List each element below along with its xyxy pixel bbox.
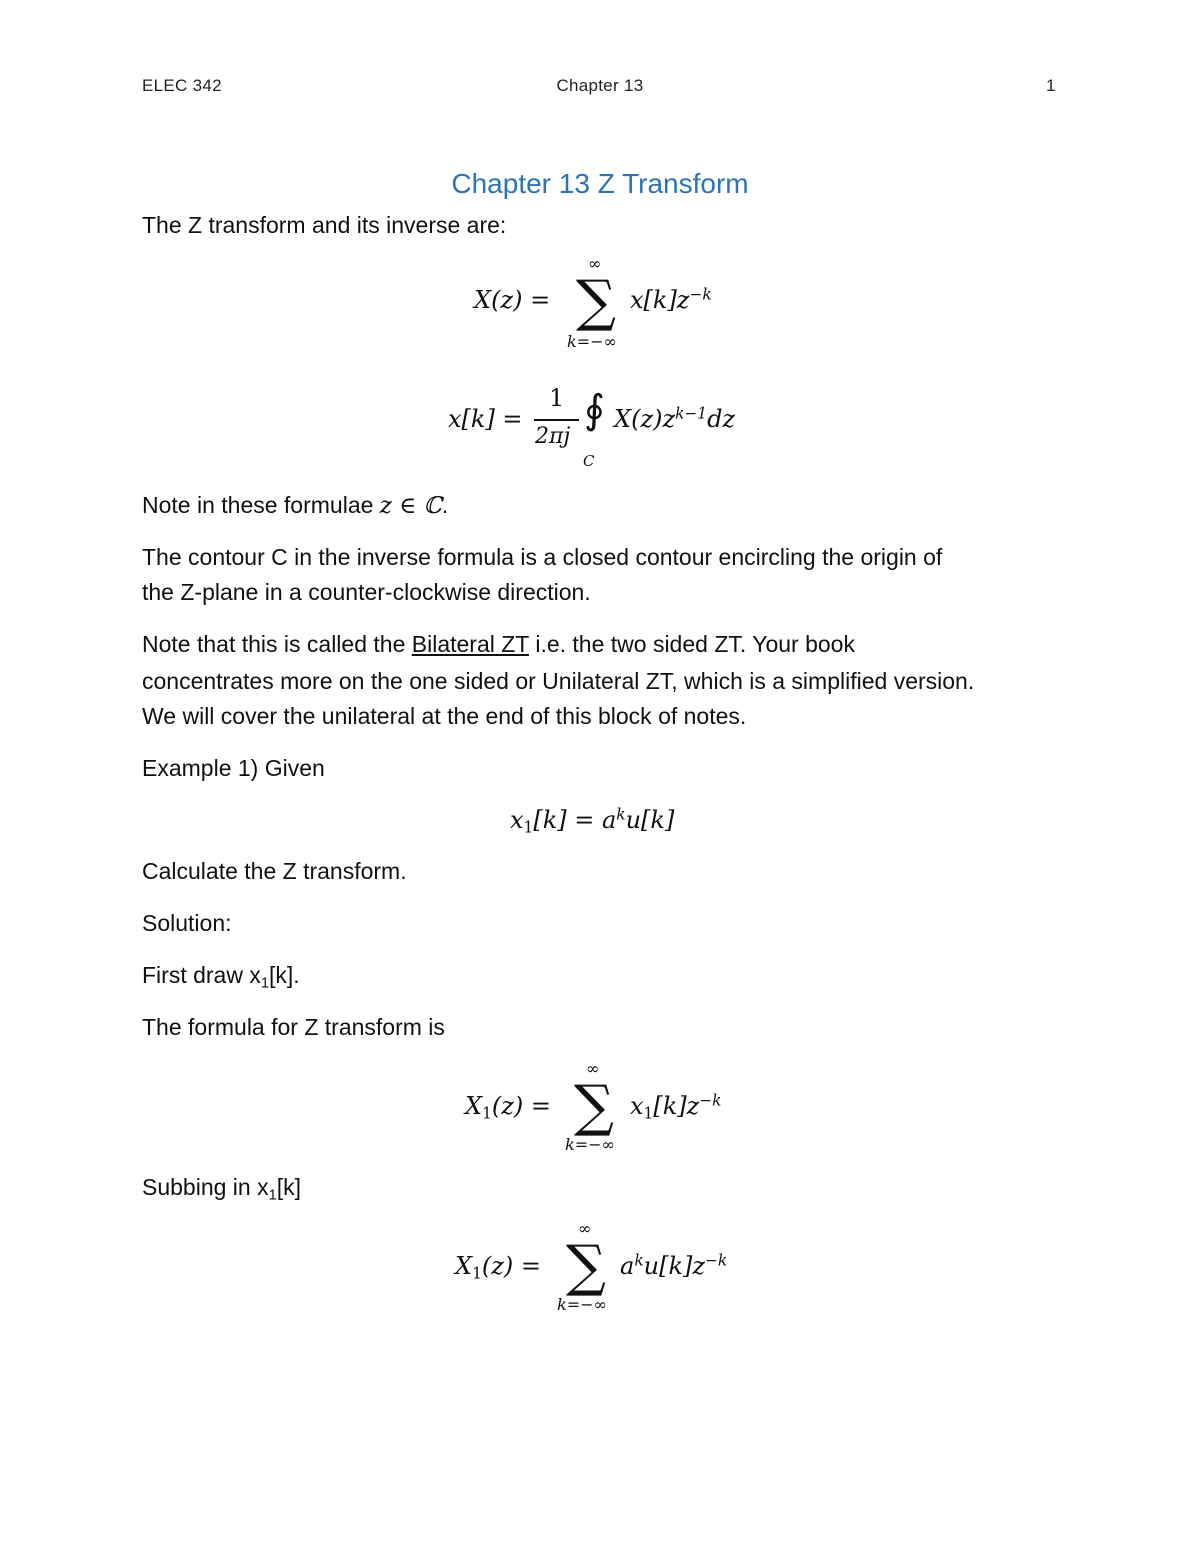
- eq2-lhs: x[k] =: [448, 405, 523, 433]
- eq4-exponent: −k: [705, 1251, 728, 1270]
- eq4-lhs-rest: (z) =: [481, 1252, 541, 1280]
- header-chapter: Chapter 13: [556, 76, 644, 95]
- solution-label: Solution:: [142, 910, 232, 936]
- eq3-lhs: [465, 1092, 551, 1123]
- note-text: [142, 487, 448, 524]
- note-prefix: Note in these formulae: [142, 492, 374, 518]
- eq3-upper-limit: ∞: [586, 1059, 600, 1078]
- eq1-upper-limit: ∞: [588, 254, 602, 273]
- sigma-icon: ∑: [574, 1074, 614, 1139]
- first-draw-suffix: [k].: [269, 962, 300, 988]
- eq4-term-rest: u[k]z: [643, 1252, 705, 1280]
- eq4-lower-limit: k=−∞: [557, 1295, 607, 1314]
- eq2-contour-label: C: [583, 452, 595, 470]
- fraction-bar: [534, 419, 579, 421]
- eq4-lhs-symbol: X: [455, 1252, 473, 1280]
- calculate-text: Calculate the Z transform.: [142, 858, 407, 884]
- eq2-denominator: 2πj: [535, 424, 571, 449]
- header-course: ELEC 342: [142, 76, 222, 95]
- page-number: 1: [1046, 76, 1056, 95]
- bilateral-line-2: concentrates more on the one sided or Unilateral ZT, which is a simplified version.: [142, 668, 975, 694]
- note-suffix: .: [441, 492, 449, 518]
- eq4-lhs-sub: 1: [472, 1264, 482, 1283]
- intro-text: The Z transform and its inverse are:: [142, 212, 507, 238]
- eq3-exponent: −k: [699, 1091, 722, 1110]
- eq3-term-rest: [k]z: [653, 1092, 700, 1120]
- eq1-body: [630, 286, 712, 314]
- eq4-body: [620, 1252, 727, 1280]
- bilateral-line-1: [142, 626, 855, 662]
- bilateral-line-3: We will cover the unilateral at the end of this block of notes.: [142, 703, 747, 729]
- eq3-lhs-rest: (z) =: [491, 1092, 551, 1120]
- eq3-lhs-sub: 1: [482, 1104, 492, 1123]
- note-math: z ∈ ℂ: [379, 493, 442, 519]
- subbing-text: [142, 1169, 301, 1205]
- eq1-lower-limit: k=−∞: [567, 332, 617, 351]
- ex-lhs-sub: 1: [523, 818, 534, 837]
- contour-integral-icon: ∮: [584, 387, 605, 433]
- eq1-term: x[k]z: [630, 286, 690, 314]
- ex-lhs: x: [510, 806, 524, 834]
- subbing-suffix: [k]: [276, 1174, 302, 1200]
- ex-tail: u[k]: [625, 806, 675, 834]
- eq4-term: a: [620, 1252, 635, 1280]
- formula-intro-text: The formula for Z transform is: [142, 1014, 445, 1040]
- eq2-differential: dz: [707, 405, 736, 433]
- ex-exponent: k: [616, 805, 626, 824]
- eq3-term-sub: 1: [643, 1104, 654, 1123]
- eq1-lhs: X(z) =: [474, 286, 551, 314]
- bilateral-zt-term: Bilateral ZT: [411, 631, 529, 657]
- eq4-term-exp: k: [634, 1251, 644, 1270]
- eq3-term: x: [630, 1092, 644, 1120]
- first-draw-sub: 1: [260, 975, 270, 992]
- eq4-lhs: [455, 1252, 541, 1283]
- sigma-icon: ∑: [566, 1234, 606, 1299]
- subbing-sub: 1: [268, 1187, 277, 1204]
- page-title: Chapter 13 Z Transform: [451, 168, 749, 199]
- eq2-exponent: k−1: [675, 404, 708, 423]
- equation-example: [510, 805, 675, 837]
- eq2-body: [614, 405, 735, 433]
- first-draw-prefix: First draw x: [142, 962, 261, 988]
- eq3-lhs-symbol: X: [465, 1092, 483, 1120]
- sigma-icon: ∑: [576, 269, 616, 334]
- bilateral-prefix: Note that this is called the: [142, 631, 406, 657]
- contour-line-1: The contour C in the inverse formula is a closed contour encircling the origin of: [142, 544, 943, 570]
- first-draw-text: [142, 957, 300, 993]
- eq1-exponent: −k: [689, 285, 712, 304]
- contour-line-2: the Z-plane in a counter-clockwise direction.: [142, 579, 591, 605]
- eq3-body: [630, 1091, 722, 1123]
- eq3-lower-limit: k=−∞: [565, 1135, 615, 1154]
- example-heading: Example 1) Given: [142, 755, 325, 781]
- eq2-term: X(z)z: [614, 405, 676, 433]
- eq4-upper-limit: ∞: [578, 1219, 592, 1238]
- subbing-prefix: Subbing in x: [142, 1174, 269, 1200]
- eq2-numerator: 1: [549, 384, 565, 412]
- ex-rest: [k] = a: [533, 806, 617, 834]
- bilateral-suffix: i.e. the two sided ZT. Your book: [535, 631, 855, 657]
